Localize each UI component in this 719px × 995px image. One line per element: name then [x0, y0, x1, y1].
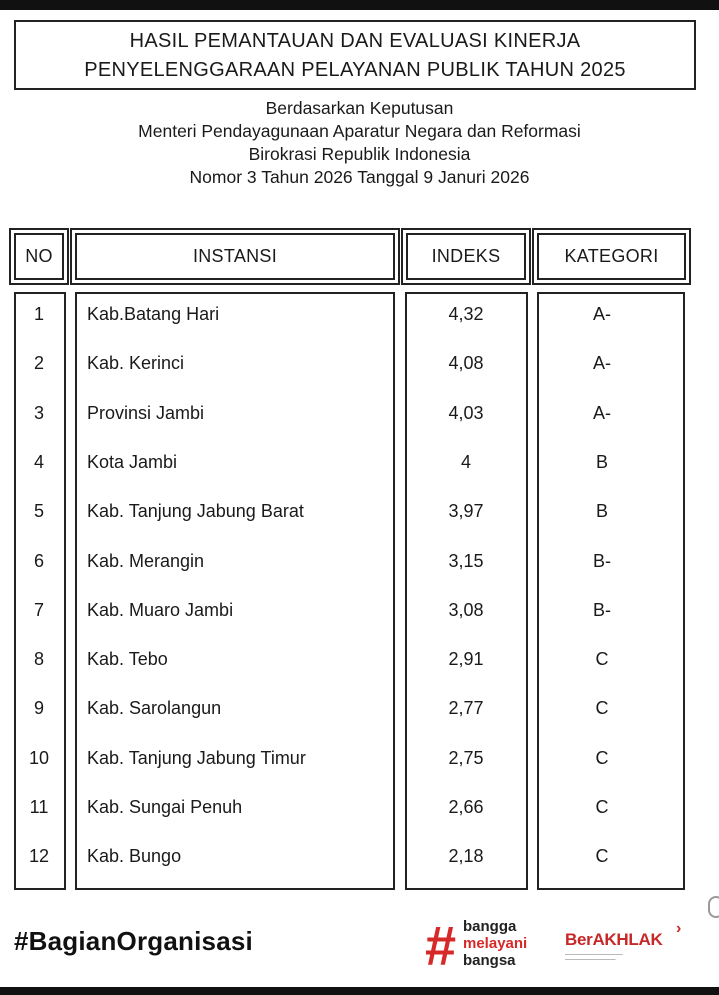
row-no: 9 — [33, 698, 44, 718]
row-kategori: A- — [593, 353, 611, 373]
row-no: 5 — [33, 501, 44, 521]
subtitle-line-1: Berdasarkan Keputusan — [265, 98, 454, 118]
bmb-logo-text — [463, 918, 527, 969]
row-kategori: B — [595, 501, 608, 521]
row-no: 7 — [33, 600, 44, 620]
row-indeks: 2,75 — [448, 748, 484, 768]
row-no: 3 — [33, 403, 44, 423]
row-no: 1 — [33, 304, 44, 324]
berakhlak-tagline: ━━━━━━━━━━━━━━━━━━━━━━━━ ━━━━━━━━━━━━━━━━━━━━━ — [565, 952, 623, 962]
row-kategori: B — [595, 452, 608, 472]
row-instansi: Kab. Kerinci — [87, 353, 185, 373]
row-indeks: 2,91 — [448, 649, 484, 669]
row-instansi: Kab. Tebo — [87, 649, 168, 669]
row-indeks: 4,32 — [448, 304, 484, 324]
header-kategori: KATEGORI — [537, 233, 686, 280]
row-no: 8 — [33, 649, 44, 669]
subtitle-line-2: Menteri Pendayagunaan Aparatur Negara dan Reformasi — [138, 121, 581, 141]
row-instansi: Kota Jambi — [87, 452, 178, 472]
row-no: 10 — [28, 748, 50, 768]
row-instansi: Provinsi Jambi — [87, 403, 205, 423]
row-instansi: Kab. Tanjung Jabung Barat — [87, 501, 304, 521]
berakhlak-main: AKHLAK — [592, 930, 663, 949]
row-kategori: C — [595, 698, 609, 718]
title-line-1: HASIL PEMANTAUAN DAN EVALUASI KINERJA — [129, 30, 581, 52]
row-instansi: Kab. Bungo — [87, 846, 182, 866]
top-border-bar — [0, 0, 719, 10]
bangga-melayani-bangsa-logo — [425, 916, 557, 976]
row-indeks: 2,77 — [448, 698, 484, 718]
row-kategori: C — [595, 846, 609, 866]
row-indeks: 4,03 — [448, 403, 484, 423]
row-kategori: A- — [593, 304, 611, 324]
berakhlak-logo — [565, 920, 685, 970]
decree-reference — [0, 97, 719, 189]
row-kategori: B- — [593, 551, 611, 571]
bmb-line-3: bangsa — [463, 952, 516, 969]
row-kategori: C — [595, 649, 609, 669]
row-indeks: 4,08 — [448, 353, 484, 373]
row-no: 4 — [33, 452, 44, 472]
hashtag-label: #BagianOrganisasi — [14, 926, 253, 956]
row-indeks: 3,15 — [448, 551, 484, 571]
row-indeks: 2,18 — [448, 846, 484, 866]
chevron-right-icon: › — [676, 920, 682, 937]
header-indeks: INDEKS — [406, 233, 526, 280]
row-kategori: A- — [593, 403, 611, 423]
title-line-2: PENYELENGGARAAN PELAYANAN PUBLIK TAHUN 2025 — [84, 59, 626, 81]
row-instansi: Kab. Tanjung Jabung Timur — [87, 748, 306, 768]
row-instansi: Kab.Batang Hari — [87, 304, 220, 324]
bmb-line-1: bangga — [463, 918, 517, 935]
row-instansi: Kab. Sungai Penuh — [87, 797, 243, 817]
bottom-border-bar — [0, 987, 719, 995]
row-instansi: Kab. Merangin — [87, 551, 205, 571]
row-indeks: 4 — [460, 452, 471, 472]
row-no: 6 — [33, 551, 44, 571]
berakhlak-wordmark — [565, 930, 685, 950]
row-instansi: Kab. Sarolangun — [87, 698, 222, 718]
document-title-box — [14, 20, 696, 90]
bmb-line-2: melayani — [463, 935, 528, 952]
row-indeks: 3,08 — [448, 600, 484, 620]
berakhlak-prefix: Ber — [565, 930, 593, 949]
row-indeks: 3,97 — [448, 501, 484, 521]
side-scroll-handle[interactable] — [708, 896, 719, 918]
header-no: NO — [14, 233, 64, 280]
row-no: 12 — [28, 846, 50, 866]
header-instansi: INSTANSI — [75, 233, 395, 280]
row-instansi: Kab. Muaro Jambi — [87, 600, 234, 620]
hash-logo-icon: # — [425, 914, 457, 977]
subtitle-line-4: Nomor 3 Tahun 2026 Tanggal 9 Januri 2026 — [189, 167, 530, 187]
row-indeks: 2,66 — [448, 797, 484, 817]
row-kategori: C — [595, 797, 609, 817]
subtitle-line-3: Birokrasi Republik Indonesia — [248, 144, 471, 164]
row-no: 2 — [33, 353, 44, 373]
row-kategori: B- — [593, 600, 611, 620]
row-kategori: C — [595, 748, 609, 768]
row-no: 11 — [29, 797, 49, 817]
